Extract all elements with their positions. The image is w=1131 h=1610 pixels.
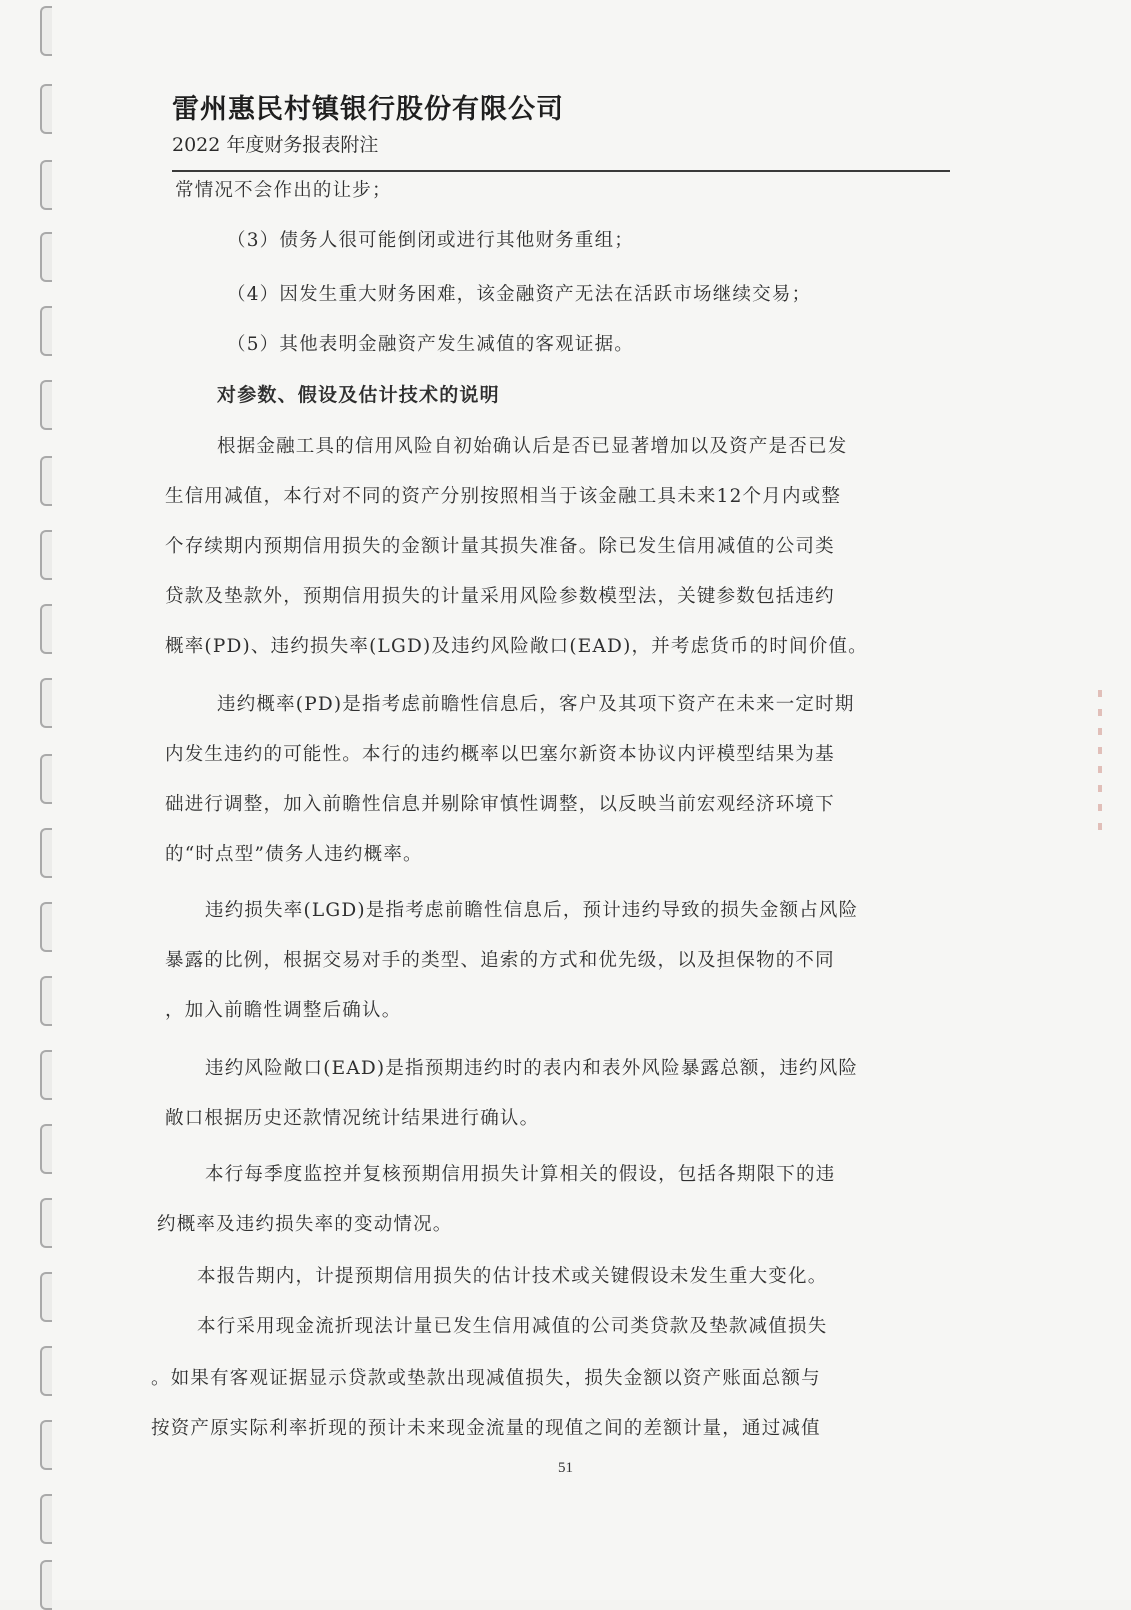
binding-hole <box>40 1272 52 1322</box>
text-line: 概率(PD)、违约损失率(LGD)及违约风险敞口(EAD)，并考虑货币的时间价值。 <box>165 636 868 657</box>
binding-hole <box>40 1198 52 1248</box>
text-line: 敞口根据历史还款情况统计结果进行确认。 <box>165 1108 540 1129</box>
binding-hole <box>40 306 52 356</box>
binding-hole <box>40 380 52 430</box>
binding-holes <box>40 0 70 1600</box>
text-line: 础进行调整，加入前瞻性信息并剔除审慎性调整，以反映当前宏观经济环境下 <box>165 794 835 815</box>
binding-hole <box>40 456 52 506</box>
text-line: 违约损失率(LGD)是指考虑前瞻性信息后，预计违约导致的损失金额占风险 <box>205 900 859 921</box>
binding-hole <box>40 1346 52 1396</box>
binding-hole <box>40 678 52 728</box>
binding-hole <box>40 1560 52 1610</box>
company-name: 雷州惠民村镇银行股份有限公司 <box>172 94 564 125</box>
page-header <box>172 92 952 160</box>
text-line: 内发生违约的可能性。本行的违约概率以巴塞尔新资本协议内评模型结果为基 <box>165 744 835 765</box>
edge-scan-marks <box>1098 690 1104 850</box>
text-line: 个存续期内预期信用损失的金额计量其损失准备。除已发生信用减值的公司类 <box>165 536 835 557</box>
binding-hole <box>40 1124 52 1174</box>
text-line: 本报告期内，计提预期信用损失的估计技术或关键假设未发生重大变化。 <box>197 1266 828 1287</box>
binding-hole <box>40 976 52 1026</box>
binding-hole <box>40 754 52 804</box>
text-line: 根据金融工具的信用风险自初始确认后是否已显著增加以及资产是否已发 <box>217 436 848 457</box>
binding-hole <box>40 232 52 282</box>
text-line: ，加入前瞻性调整后确认。 <box>165 1000 402 1021</box>
header-rule <box>172 170 950 172</box>
text-line: 违约风险敞口(EAD)是指预期违约时的表内和表外风险暴露总额，违约风险 <box>205 1058 859 1079</box>
binding-hole <box>40 84 52 134</box>
text-line: 本行采用现金流折现法计量已发生信用减值的公司类贷款及垫款减值损失 <box>197 1316 828 1337</box>
text-line: 暴露的比例，根据交易对手的类型、追索的方式和优先级，以及担保物的不同 <box>165 950 835 971</box>
text-line: 。如果有客观证据显示贷款或垫款出现减值损失，损失金额以资产账面总额与 <box>151 1368 821 1389</box>
text-line: 约概率及违约损失率的变动情况。 <box>157 1214 453 1235</box>
binding-hole <box>40 1494 52 1544</box>
binding-hole <box>40 604 52 654</box>
page-number: 51 <box>558 1460 573 1476</box>
binding-hole <box>40 530 52 580</box>
list-item: （4）因发生重大财务困难，该金融资产无法在活跃市场继续交易； <box>227 284 812 305</box>
list-item: （3）债务人很可能倒闭或进行其他财务重组； <box>227 230 634 251</box>
section-heading: 对参数、假设及估计技术的说明 <box>217 384 500 406</box>
text-line: 的“时点型”债务人违约概率。 <box>165 844 423 865</box>
binding-hole <box>40 160 52 210</box>
text-line: 贷款及垫款外，预期信用损失的计量采用风险参数模型法，关键参数包括违约 <box>165 586 835 607</box>
text-line: 按资产原实际利率折现的预计未来现金流量的现值之间的差额计量，通过减值 <box>151 1418 821 1439</box>
text-line: 常情况不会作出的让步； <box>175 180 392 201</box>
binding-hole <box>40 6 52 56</box>
binding-hole <box>40 828 52 878</box>
text-line: 生信用减值，本行对不同的资产分别按照相当于该金融工具未来12个月内或整 <box>165 486 842 507</box>
text-line: 违约概率(PD)是指考虑前瞻性信息后，客户及其项下资产在未来一定时期 <box>217 694 855 715</box>
text-line: 本行每季度监控并复核预期信用损失计算相关的假设，包括各期限下的违 <box>205 1164 836 1185</box>
binding-hole <box>40 1050 52 1100</box>
list-item: （5）其他表明金融资产发生减值的客观证据。 <box>227 334 634 355</box>
report-subtitle: 2022 年度财务报表附注 <box>172 134 379 156</box>
binding-hole <box>40 902 52 952</box>
